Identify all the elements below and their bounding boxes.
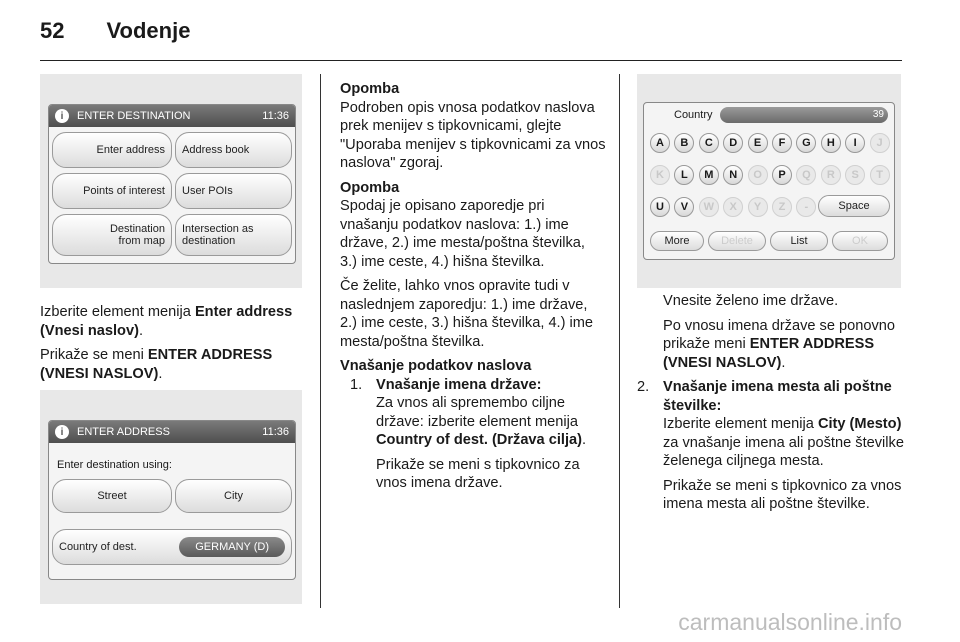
- key-u[interactable]: U: [650, 197, 670, 217]
- city-button[interactable]: City: [175, 479, 292, 513]
- key-y[interactable]: Y: [748, 197, 768, 217]
- screen-clock: 11:36: [262, 110, 289, 122]
- paragraph: Po vnosu imena države se ponovno prikaže meni ENTER ADDRESS (VNESI NASLOV).: [663, 317, 896, 371]
- country-of-dest-button[interactable]: [52, 529, 292, 565]
- key-j[interactable]: J: [870, 133, 890, 153]
- paragraph: Za vnos ali spremembo ciljne države: izberite element menija Country of dest. (Država cilja).: [376, 395, 587, 448]
- column-divider-right: [619, 74, 620, 608]
- screen-titlebar: [49, 105, 295, 127]
- middle-column-text: [340, 80, 606, 499]
- info-icon: i: [55, 425, 69, 439]
- info-icon: i: [55, 109, 69, 123]
- list-item-title: Vnašanje imena države:: [376, 376, 542, 393]
- points-of-interest-button[interactable]: Points of interest: [52, 173, 172, 209]
- list-item: [637, 378, 905, 520]
- key-i[interactable]: I: [845, 133, 865, 153]
- list-item: [340, 376, 606, 499]
- key-n[interactable]: N: [723, 165, 743, 185]
- key-d[interactable]: D: [723, 133, 743, 153]
- key-b[interactable]: B: [674, 133, 694, 153]
- key-h[interactable]: H: [821, 133, 841, 153]
- note-title: Opomba: [340, 179, 400, 196]
- note-text: Podroben opis vnosa podatkov naslova prek menijev s tipkovnicami, glejte "Uporaba menijev s tipkovnicami za vnos naslova" zgoraj.: [340, 99, 606, 171]
- country-label: Country of dest.: [59, 541, 137, 553]
- left-column-text: [40, 303, 310, 389]
- paragraph: Prikaže se meni s tipkovnico za vnos imena mesta ali poštne številke.: [663, 477, 902, 512]
- paragraph: Izberite element menija Enter address (Vnesi naslov).: [40, 304, 293, 339]
- ok-button[interactable]: OK: [832, 231, 888, 251]
- country-input[interactable]: [720, 107, 888, 123]
- key-m[interactable]: M: [699, 165, 719, 185]
- section-heading: Vnašanje podatkov naslova: [340, 358, 532, 374]
- screen-title: ENTER DESTINATION: [77, 110, 191, 122]
- key-o[interactable]: O: [748, 165, 768, 185]
- more-button[interactable]: More: [650, 231, 704, 251]
- intersection-button[interactable]: Intersection as destination: [175, 214, 292, 256]
- note-title: Opomba: [340, 81, 400, 97]
- key-p[interactable]: P: [772, 165, 792, 185]
- user-pois-button[interactable]: User POIs: [175, 173, 292, 209]
- key-dash[interactable]: -: [796, 197, 816, 217]
- paragraph: Prikaže se meni s tipkovnico za vnos imena države.: [376, 456, 580, 491]
- country-label: Country: [674, 109, 713, 121]
- key-f[interactable]: F: [772, 133, 792, 153]
- page-header: [40, 16, 190, 46]
- key-r[interactable]: R: [821, 165, 841, 185]
- screenshot-enter-destination: [40, 74, 302, 288]
- screen-clock: 11:36: [262, 426, 289, 438]
- key-x[interactable]: X: [723, 197, 743, 217]
- screenshot-country-keyboard: [637, 74, 901, 288]
- address-book-button[interactable]: Address book: [175, 132, 292, 168]
- column-divider-left: [320, 74, 321, 608]
- watermark: carmanualsonline.info: [678, 609, 902, 635]
- header-rule: [40, 60, 902, 61]
- key-t[interactable]: T: [870, 165, 890, 185]
- street-button[interactable]: Street: [52, 479, 172, 513]
- chapter-title: Vodenje: [106, 18, 191, 43]
- match-count: 39: [872, 109, 884, 120]
- delete-button[interactable]: Delete: [708, 231, 766, 251]
- right-column-text: [637, 292, 905, 520]
- key-l[interactable]: L: [674, 165, 694, 185]
- key-s[interactable]: S: [845, 165, 865, 185]
- screen-titlebar: [49, 421, 295, 443]
- key-g[interactable]: G: [796, 133, 816, 153]
- page-number: 52: [40, 18, 65, 43]
- enter-address-button[interactable]: Enter address: [52, 132, 172, 168]
- paragraph: Vnesite želeno ime države.: [663, 293, 839, 309]
- key-e[interactable]: E: [748, 133, 768, 153]
- key-z[interactable]: Z: [772, 197, 792, 217]
- key-c[interactable]: C: [699, 133, 719, 153]
- key-a[interactable]: A: [650, 133, 670, 153]
- screen-prompt: Enter destination using:: [57, 459, 172, 471]
- note-text: Če želite, lahko vnos opravite tudi v naslednjem zaporedju: 1.) ime države, 2.) ime ceste, 3.) hišna številka, 4.) ime mesta/poštna številka.: [340, 278, 594, 350]
- paragraph: Prikaže se meni ENTER ADDRESS (VNESI NASLOV).: [40, 347, 273, 382]
- destination-from-map-button[interactable]: Destination from map: [52, 214, 172, 256]
- key-w[interactable]: W: [699, 197, 719, 217]
- note-text: Spodaj je opisano zaporedje pri vnašanju podatkov naslova: 1.) ime države, 2.) ime mesta/poštna številka, 3.) ime ceste, 4.) hišna številka.: [340, 198, 585, 270]
- space-button[interactable]: Space: [818, 195, 890, 217]
- list-item-title: Vnašanje imena mesta ali poštne številke:: [663, 379, 892, 414]
- list-number: 2.: [637, 379, 650, 395]
- list-button[interactable]: List: [770, 231, 828, 251]
- paragraph: Izberite element menija City (Mesto) za vnašanje imena ali poštne številke želenega ciljnega mesta.: [663, 416, 904, 469]
- list-number: 1.: [350, 376, 363, 393]
- key-q[interactable]: Q: [796, 165, 816, 185]
- key-v[interactable]: V: [674, 197, 694, 217]
- key-k[interactable]: K: [650, 165, 670, 185]
- screenshot-enter-address: [40, 390, 302, 604]
- screen-title: ENTER ADDRESS: [77, 426, 170, 438]
- country-value: GERMANY (D): [179, 537, 285, 557]
